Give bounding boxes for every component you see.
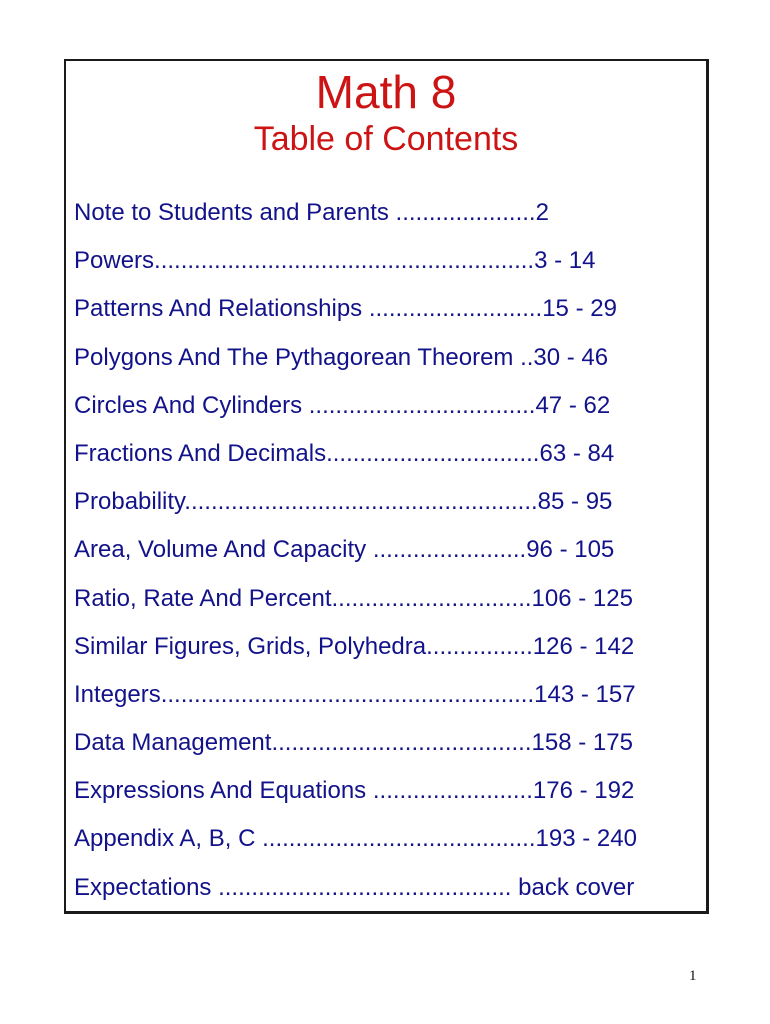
toc-entry-polygons bbox=[74, 344, 704, 392]
toc-entry-text: Expectations ............................................ back cover bbox=[74, 873, 635, 901]
toc-entry-expressions bbox=[74, 777, 704, 825]
toc-entry-fractions bbox=[74, 440, 704, 488]
toc-entry-text: Patterns And Relationships ..........................15 - 29 bbox=[74, 295, 617, 323]
toc-frame bbox=[64, 59, 709, 914]
table-of-contents bbox=[74, 199, 704, 922]
toc-entry-text: Circles And Cylinders ..................................47 - 62 bbox=[74, 391, 611, 419]
toc-entry-ratio-rate bbox=[74, 585, 704, 633]
toc-entry-text: Similar Figures, Grids, Polyhedra................126 - 142 bbox=[74, 632, 635, 660]
toc-entry-text: Data Management.......................................158 - 175 bbox=[74, 729, 633, 757]
toc-entry-text: Expressions And Equations ........................176 - 192 bbox=[74, 777, 635, 805]
toc-entry-note-to-students bbox=[74, 199, 704, 247]
toc-entry-expectations bbox=[74, 874, 704, 922]
toc-entry-text: Area, Volume And Capacity .......................96 - 105 bbox=[74, 536, 615, 564]
toc-entry-circles bbox=[74, 392, 704, 440]
document-subtitle: Table of Contents bbox=[253, 120, 519, 158]
toc-entry-text: Powers.........................................................3 - 14 bbox=[74, 247, 596, 275]
toc-entry-powers bbox=[74, 247, 704, 295]
toc-entry-probability bbox=[74, 488, 704, 536]
toc-entry-integers bbox=[74, 681, 704, 729]
toc-entry-text: Polygons And The Pythagorean Theorem ..30 - 46 bbox=[74, 343, 609, 371]
toc-entry-data-management bbox=[74, 729, 704, 777]
toc-entry-text: Integers........................................................143 - 157 bbox=[74, 680, 636, 708]
toc-entry-appendix bbox=[74, 825, 704, 873]
toc-entry-area-volume bbox=[74, 536, 704, 584]
toc-entry-patterns bbox=[74, 295, 704, 343]
toc-entry-similar-figures bbox=[74, 633, 704, 681]
toc-entry-text: Note to Students and Parents .....................2 bbox=[74, 199, 549, 226]
toc-entry-text: Ratio, Rate And Percent..............................106 - 125 bbox=[74, 584, 633, 612]
page-number: 1 bbox=[689, 968, 697, 984]
toc-entry-text: Appendix A, B, C .........................................193 - 240 bbox=[74, 825, 637, 853]
document-title: Math 8 bbox=[315, 66, 457, 118]
toc-entry-text: Probability.....................................................85 - 95 bbox=[74, 488, 613, 516]
toc-entry-text: Fractions And Decimals................................63 - 84 bbox=[74, 439, 615, 467]
